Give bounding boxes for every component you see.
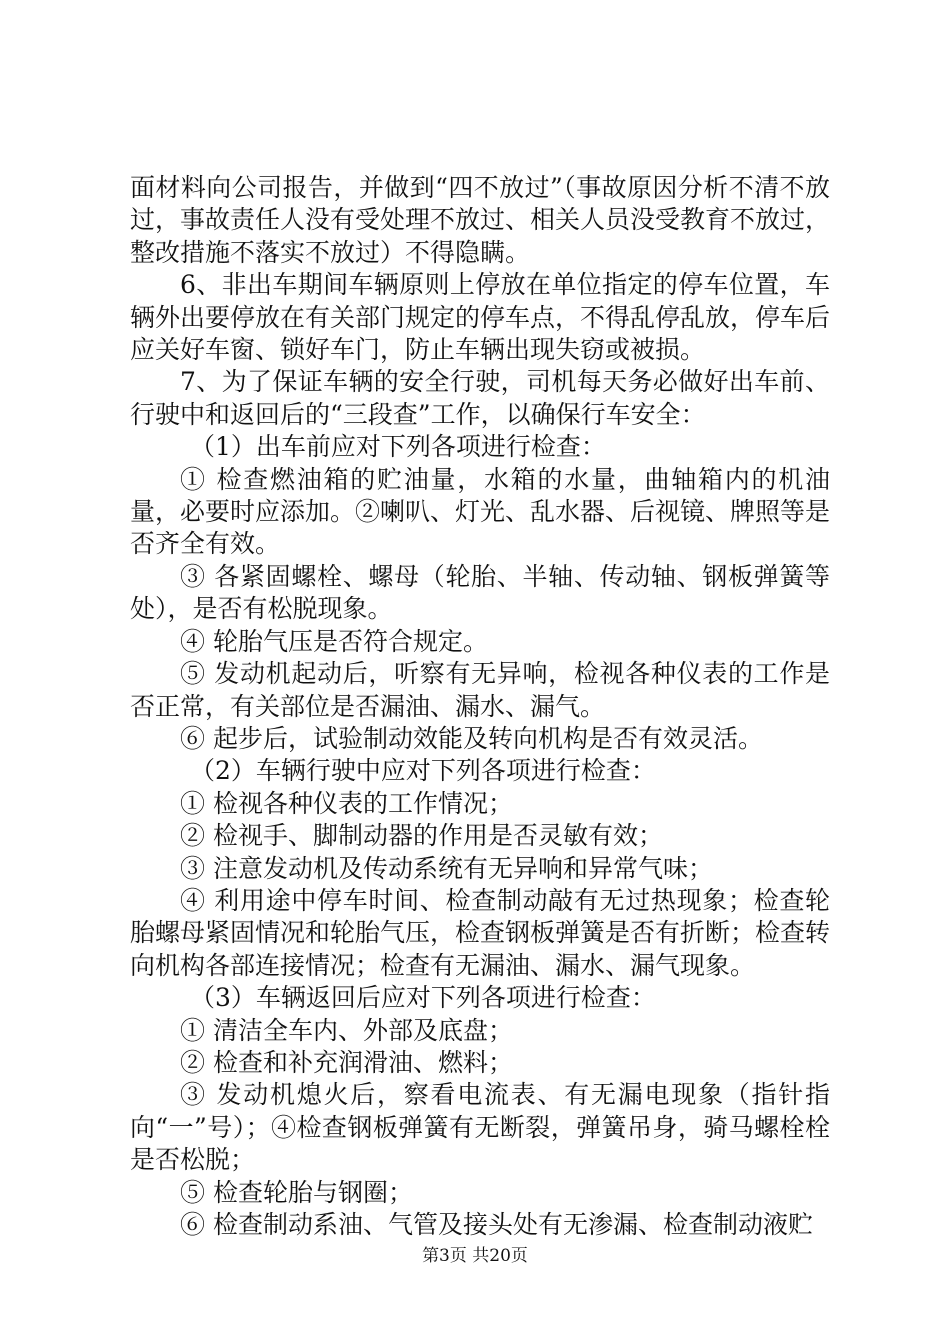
paragraph-8: ⑥ 起步后，试验制动效能及转向机构是否有效灵活。	[180, 723, 763, 753]
paragraph-4: ① 检查燃油箱的贮油量，水箱的水量，曲轴箱内的机油量，必要时应添加。②喇叭、灯光、乱水器、后视镜、牌照等是否齐全有效。	[130, 464, 831, 559]
page-footer: 第3页 共20页	[422, 1246, 528, 1266]
paragraph-10: ① 检视各种仪表的工作情况；	[180, 788, 513, 818]
paragraph-16: ② 检查和补充润滑油、燃料；	[180, 1047, 513, 1077]
paragraph-0: 面材料向公司报告，并做到“四不放过”（事故原因分析不清不放过，事故责任人没有受处理不放过、相关人员没受教育不放过，整改措施不落实不放过）不得隐瞒。	[130, 173, 831, 267]
paragraph-6: ④ 轮胎气压是否符合规定。	[180, 626, 488, 656]
paragraph-11: ② 检视手、脚制动器的作用是否灵敏有效；	[180, 821, 663, 851]
paragraph-18: ⑤ 检查轮胎与钢圈；	[180, 1177, 413, 1207]
section-heading-1: （1）出车前应对下列各项进行检查：	[190, 432, 606, 462]
paragraph-5: ③ 各紧固螺栓、螺母（轮胎、半轴、传动轴、钢板弹簧等处），是否有松脱现象。	[130, 561, 830, 624]
paragraph-2: 7、为了保证车辆的安全行驶，司机每天务必做好出车前、行驶中和返回后的“三段查”工作，以确保行车安全：	[130, 367, 830, 429]
paragraph-13: ④ 利用途中停车时间、检查制动敲有无过热现象；检查轮胎螺母紧固情况和轮胎气压，检查钢板弹簧是否有折断；检查转向机构各部连接情况；检查有无漏油、漏水、漏气现象。	[130, 885, 831, 980]
paragraph-1: 6、非出车期间车辆原则上停放在单位指定的停车位置，车辆外出要停放在有关部门规定的停车点，不得乱停乱放，停车后应关好车窗、锁好车门，防止车辆出现失窃或被损。	[130, 270, 831, 365]
paragraph-12: ③ 注意发动机及传动系统有无异响和异常气味；	[180, 853, 713, 883]
paragraph-17: ③ 发动机熄火后，察看电流表、有无漏电现象（指针指向“一”号）；④检查钢板弹簧有无断裂，弹簧吊身，骑马螺栓栓是否松脱；	[130, 1080, 830, 1175]
section-heading-2: （2）车辆行驶中应对下列各项进行检查：	[190, 756, 656, 786]
paragraph-19: ⑥ 检查制动系油、气管及接头处有无渗漏、检查制动液贮	[180, 1210, 813, 1239]
section-heading-3: （3）车辆返回后应对下列各项进行检查：	[190, 983, 656, 1013]
body-text	[130, 172, 830, 1241]
paragraph-7: ⑤ 发动机起动后，听察有无异响，检视各种仪表的工作是否正常，有关部位是否漏油、漏水、漏气。	[130, 659, 830, 721]
paragraph-15: ① 清洁全车内、外部及底盘；	[180, 1015, 513, 1045]
